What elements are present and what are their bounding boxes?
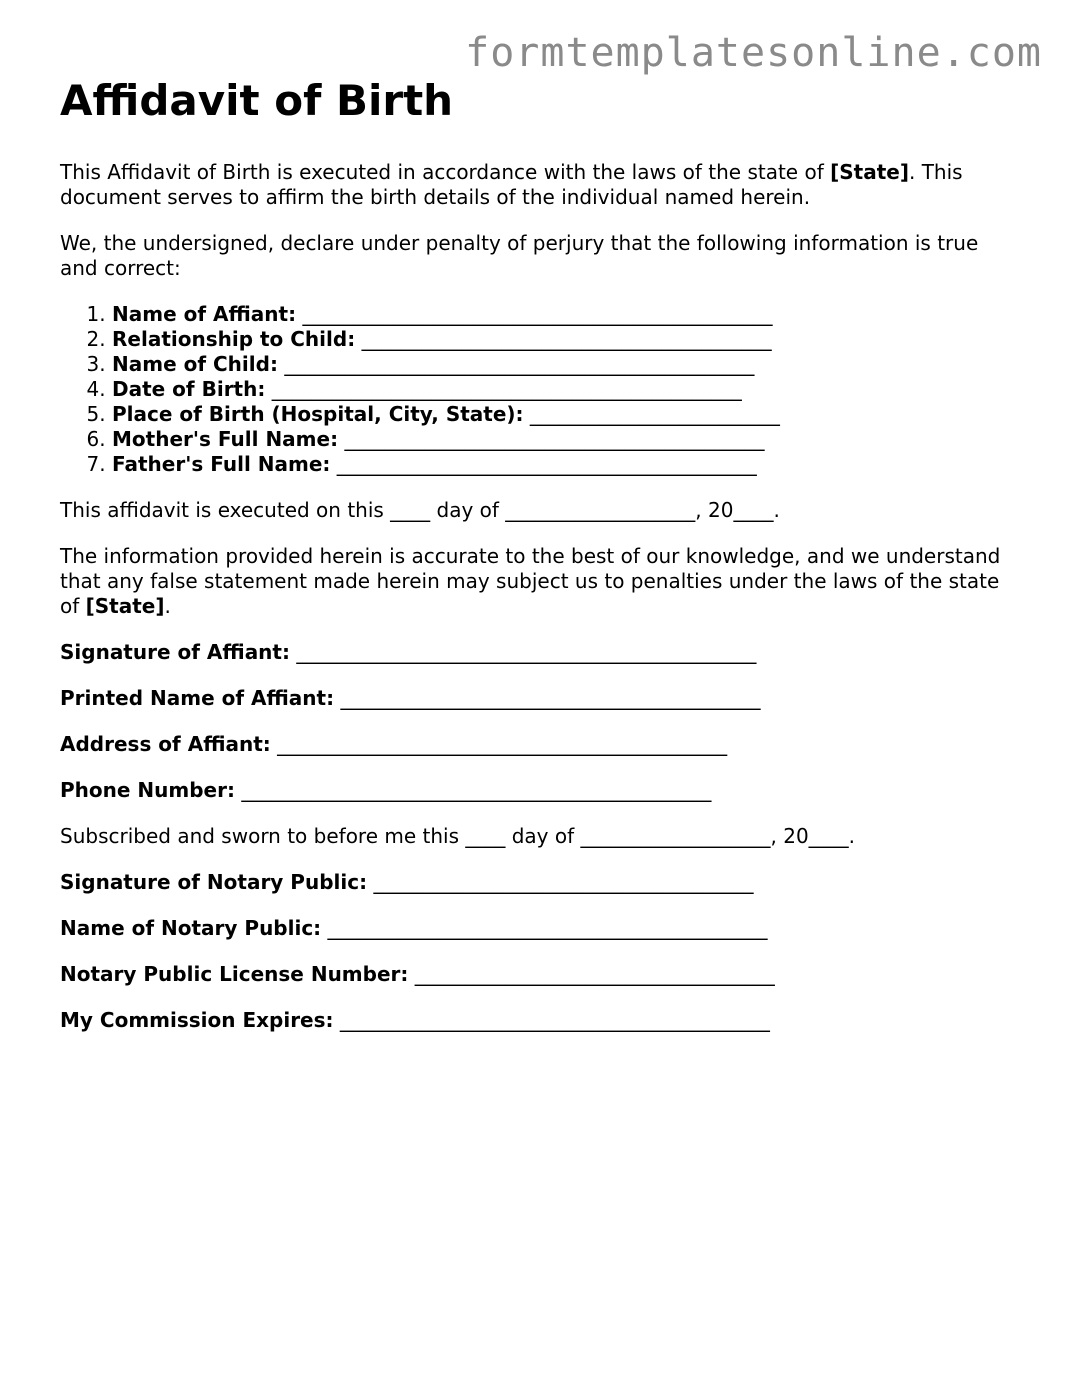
field-label: Name of Notary Public: (60, 916, 322, 940)
page-title: Affidavit of Birth (60, 76, 454, 125)
field-label: Notary Public License Number: (60, 962, 409, 986)
notary-name-field (60, 916, 1020, 941)
fill-in-blank[interactable]: _______________________________________________ (241, 778, 712, 802)
list-item-label: Date of Birth: (112, 377, 266, 401)
sworn-date-line: Subscribed and sworn to before me this ____ day of ___________________, 20____. (60, 824, 856, 848)
field-label: My Commission Expires: (60, 1008, 334, 1032)
field-label: Signature of Affiant: (60, 640, 290, 664)
accuracy-paragraph (60, 544, 1020, 619)
list-item (112, 302, 1020, 327)
list-item-label: Father's Full Name: (112, 452, 331, 476)
field-label: Signature of Notary Public: (60, 870, 368, 894)
field-label: Phone Number: (60, 778, 235, 802)
document-page (60, 72, 1020, 1054)
field-label: Address of Affiant: (60, 732, 271, 756)
fill-in-blank[interactable]: __________________________________________ (344, 427, 765, 451)
fill-in-blank[interactable]: ___________________________________________ (339, 1008, 770, 1032)
list-item-label: Mother's Full Name: (112, 427, 339, 451)
address-field (60, 732, 1020, 757)
executed-date-line: This affidavit is executed on this ____ day of ___________________, 20____. (60, 498, 780, 522)
state-placeholder: [State] (830, 160, 909, 184)
fill-in-blank[interactable]: __________________________________________ (340, 686, 761, 710)
notary-license-field (60, 962, 1020, 987)
list-item (112, 427, 1020, 452)
signature-of-affiant-field (60, 640, 1020, 665)
intro-text-1: This Affidavit of Birth is executed in accordance with the laws of the state of (60, 160, 831, 184)
fill-in-blank[interactable]: _____________________________________________ (277, 732, 728, 756)
list-item (112, 452, 1020, 477)
fill-in-blank[interactable]: _________________________ (529, 402, 780, 426)
state-placeholder: [State] (85, 594, 165, 618)
list-item-label: Name of Affiant: (112, 302, 297, 326)
fill-in-blank[interactable]: ____________________________________ (414, 962, 775, 986)
fill-in-blank[interactable]: __________________________________________ (336, 452, 757, 476)
fill-in-blank[interactable]: _________________________________________ (361, 327, 772, 351)
information-list (60, 302, 1020, 477)
fill-in-blank[interactable]: ______________________________________ (373, 870, 754, 894)
intro-paragraph (60, 160, 1020, 210)
list-item (112, 352, 1020, 377)
list-item-label: Name of Child: (112, 352, 278, 376)
watermark: formtemplatesonline.com (465, 30, 1042, 76)
accuracy-text-1: The information provided herein is accurate to the best of our knowledge, and we understand that any false statement made herein may subject us to penalties under the laws of the state of (60, 544, 1001, 618)
field-label: Printed Name of Affiant: (60, 686, 335, 710)
fill-in-blank[interactable]: _______________________________________________ (284, 352, 755, 376)
intro-text-2: . This document serves to affirm the birth details of the individual named herein. (60, 160, 963, 209)
notary-signature-field (60, 870, 1020, 895)
fill-in-blank[interactable]: ______________________________________________ (296, 640, 757, 664)
fill-in-blank[interactable]: ____________________________________________ (327, 916, 768, 940)
commission-expires-field (60, 1008, 1020, 1033)
list-item (112, 377, 1020, 402)
accuracy-text-2: . (164, 594, 171, 618)
fill-in-blank[interactable]: _______________________________________________ (302, 302, 773, 326)
list-item (112, 402, 1020, 427)
printed-name-field (60, 686, 1020, 711)
list-item-label: Place of Birth (Hospital, City, State): (112, 402, 524, 426)
list-item-label: Relationship to Child: (112, 327, 356, 351)
declaration-paragraph: We, the undersigned, declare under penalty of perjury that the following information is true and correct: (60, 231, 979, 280)
fill-in-blank[interactable]: _______________________________________________ (271, 377, 742, 401)
phone-number-field (60, 778, 1020, 803)
list-item (112, 327, 1020, 352)
